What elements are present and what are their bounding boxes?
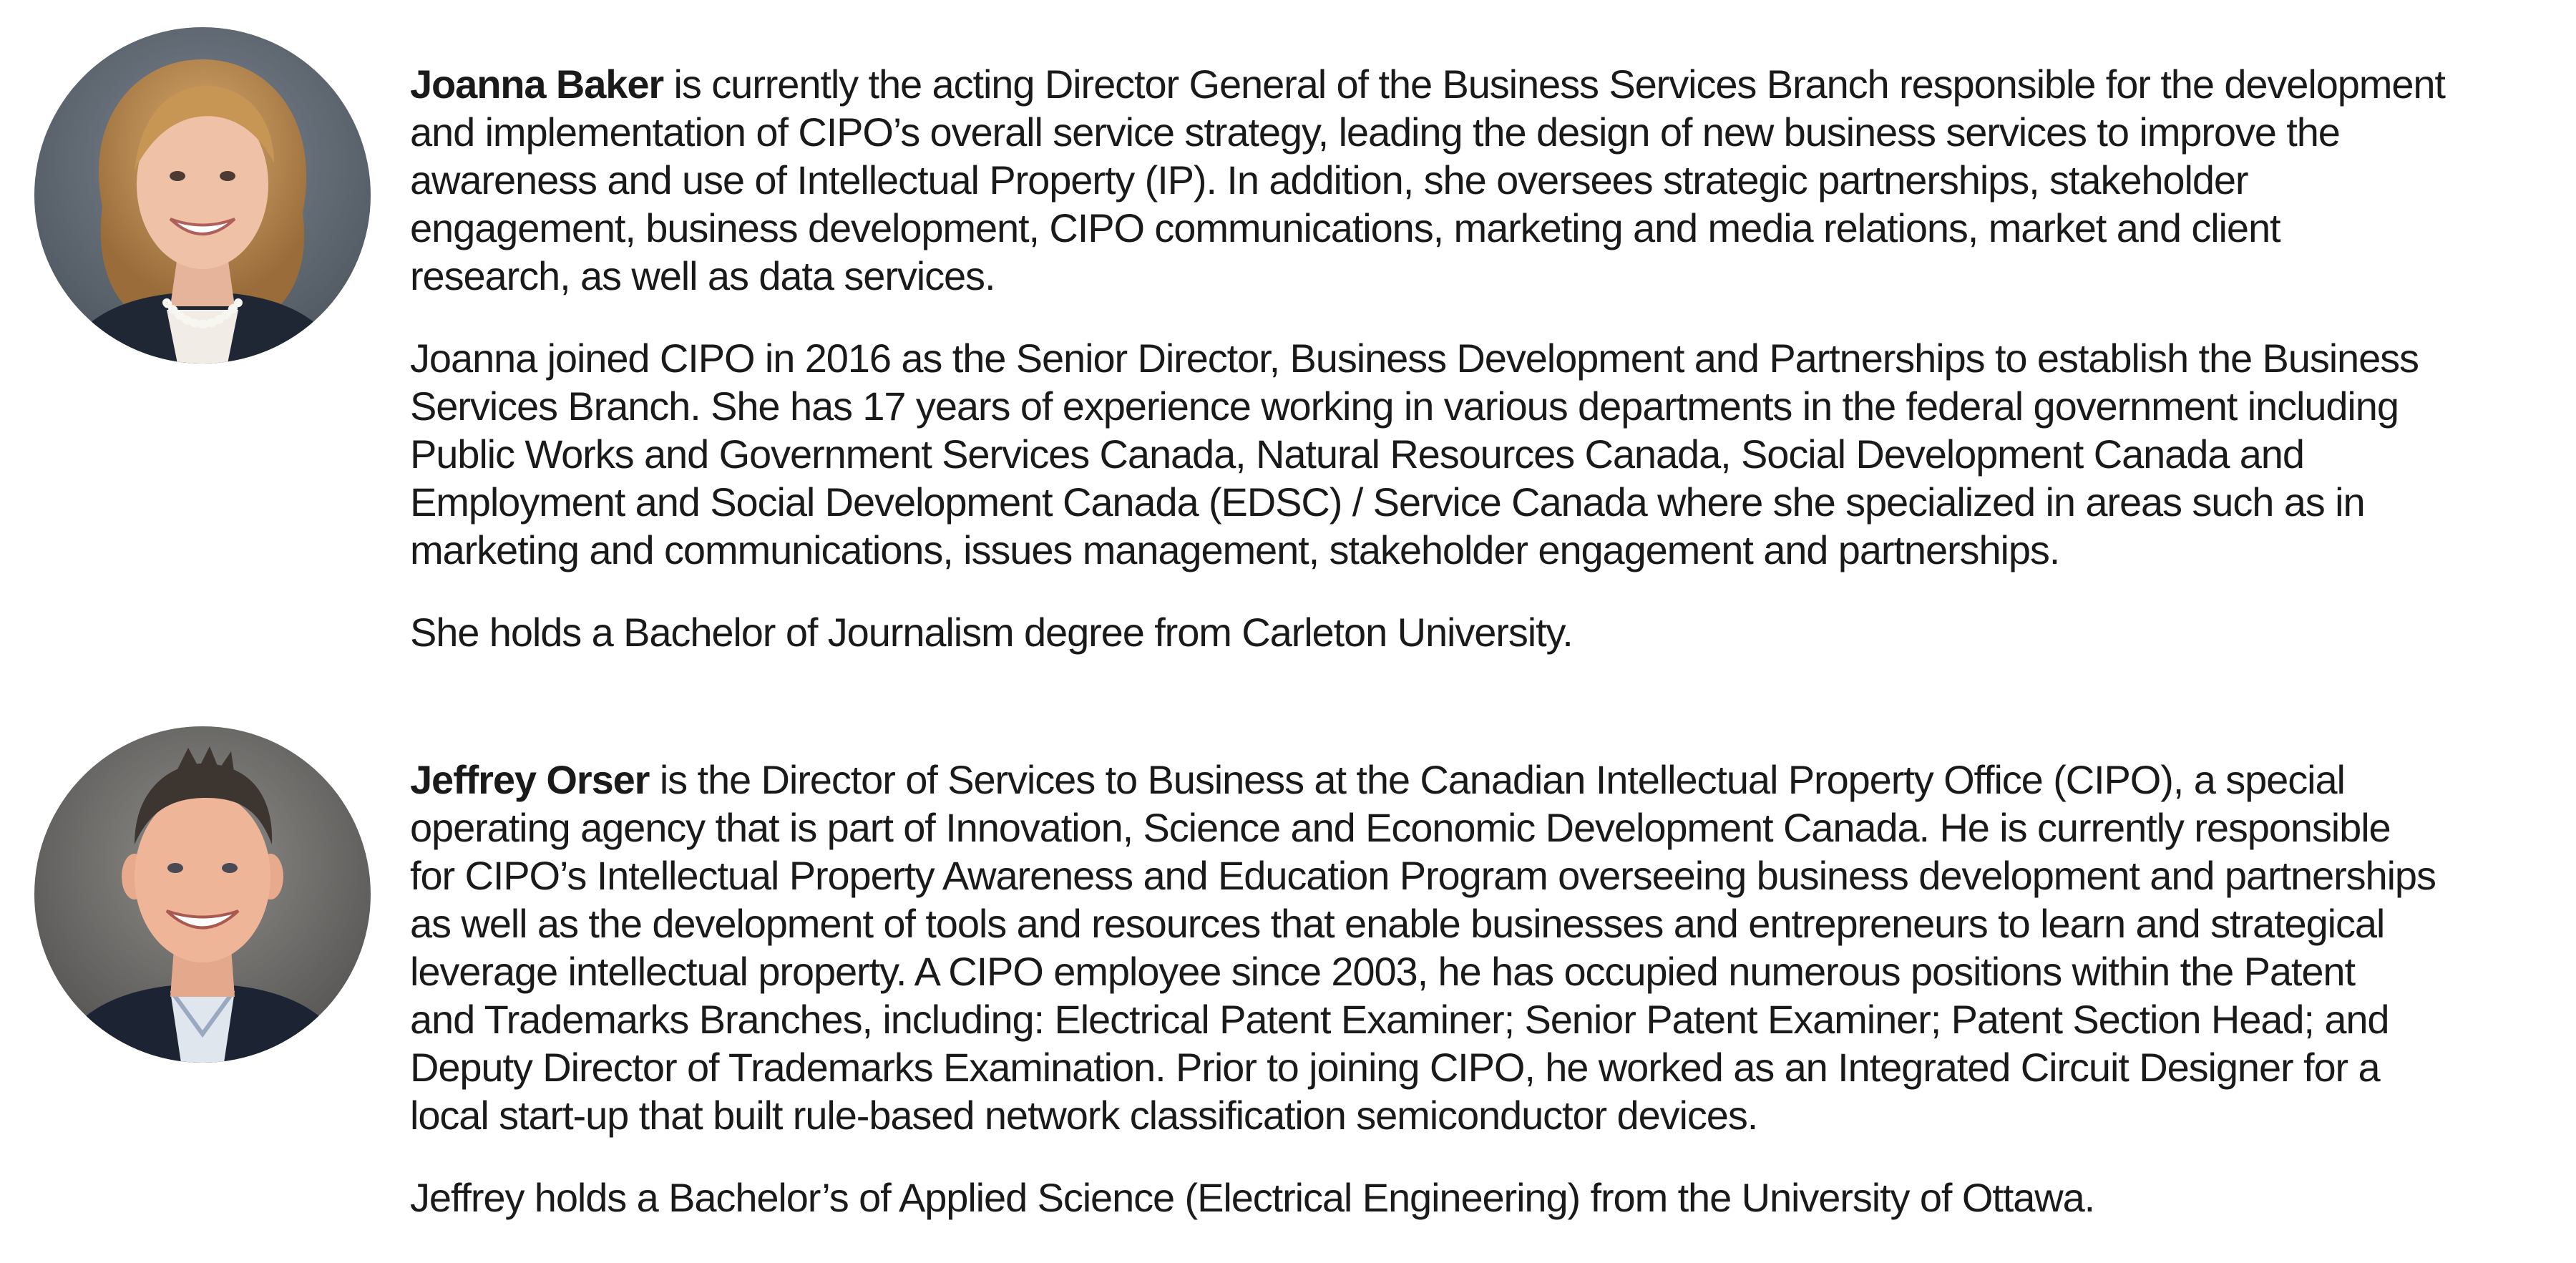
bio-paragraph: Joanna joined CIPO in 2016 as the Senior Director, Business Development and Partnerships to establish the Business Services Branch. She has 17 years of experience working in various departments in the federal government including Public Works and Government Services Canada, Natural Resources Canada, Social Development Canada and Employment and Social Development Canada (EDSC) / Service Canada where she specialized in areas such as in marketing and communications, issues management, stakeholder engagement and partnerships. bbox=[410, 336, 2419, 572]
avatar-joanna-baker bbox=[34, 27, 371, 364]
bio-text-jeffrey-orser bbox=[410, 756, 2564, 1221]
bio-paragraph: Jeffrey holds a Bachelor’s of Applied Science (Electrical Engineering) from the University of Ottawa. bbox=[410, 1175, 2095, 1220]
bio-intro-text: is the Director of Services to Business at the Canadian Intellectual Property Office (CIPO), a special operating agency that is part of Innovation, Science and Economic Development Canada. He is currently responsible for CIPO’s Intellectual Property Awareness and Education Program overseeing business development and partnerships as well as the development of tools and resources that enable businesses and entrepreneurs to learn and strategical leverage intellectual property. A CIPO employee since 2003, he has occupied numerous positions within the Patent and Trademarks Branches, including: Electrical Patent Examiner; Senior Patent Examiner; Patent Section Head; and Deputy Director of Trademarks Examination. Prior to joining CIPO, he worked as an Integrated Circuit Designer for a local start-up that built rule-based network classification semiconductor devices. bbox=[410, 757, 2436, 1138]
bio-paragraph bbox=[410, 60, 2564, 300]
bio-paragraph bbox=[410, 756, 2564, 1139]
bio-paragraph: She holds a Bachelor of Journalism degree from Carleton University. bbox=[410, 610, 1573, 655]
person-name: Joanna Baker bbox=[410, 62, 664, 107]
bio-intro-text: is currently the acting Director General of the Business Services Branch responsible for the development and implementation of CIPO’s overall service strategy, leading the design of new business services to improve the awareness and use of Intellectual Property (IP). In addition, she oversees strategic partnerships, stakeholder engagement, business development, CIPO communications, marketing and media relations, market and client research, as well as data services. bbox=[410, 62, 2445, 298]
person-name: Jeffrey Orser bbox=[410, 757, 650, 802]
bio-text-joanna-baker bbox=[410, 60, 2564, 656]
avatar-jeffrey-orser bbox=[34, 726, 371, 1063]
